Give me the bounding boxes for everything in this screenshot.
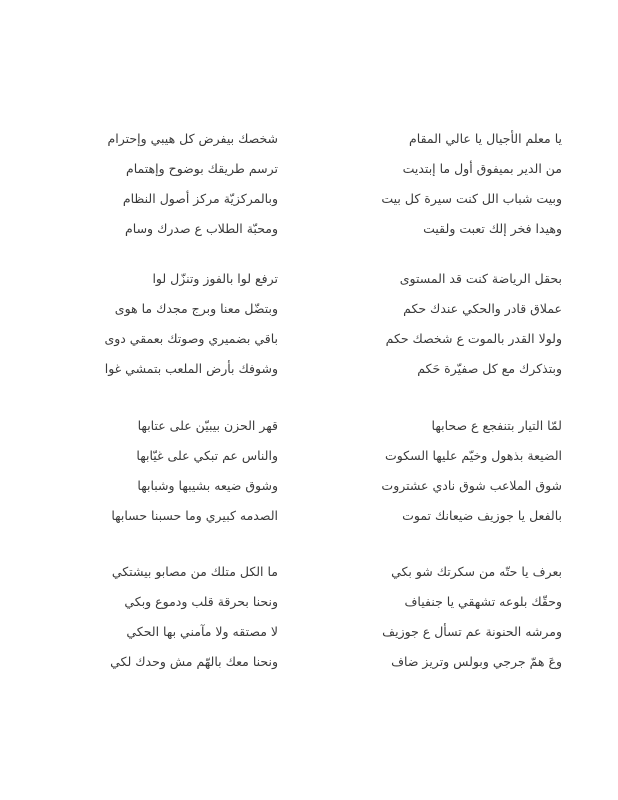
stanza-1-right-column xyxy=(322,124,562,244)
stanza-4-right-column xyxy=(322,557,562,677)
verse-line: لمّا التيار بتنفجع ع صحابها xyxy=(431,418,562,433)
verse-line: ومرشه الحنونة عم تسأل ع جوزيف xyxy=(382,624,562,639)
verse-line: ولولا القدر بالموت ع شخصك حكم xyxy=(385,331,562,346)
verse-line: شخصك بيفرض كل هيبي وإحترام xyxy=(107,131,278,146)
verse-line: والناس عم تبكي على غيّابها xyxy=(136,448,278,463)
verse-line: وعَ همّ جرجي وبولس وتريز ضاف xyxy=(391,654,562,669)
verse-line: من الدير بميفوق أول ما إبتديت xyxy=(402,161,562,176)
verse-line: بحقل الرياضة كنت قد المستوى xyxy=(399,271,562,286)
verse-line: ونحنا بحرقة قلب ودموع وبكي xyxy=(124,594,278,609)
stanza-3-left-column xyxy=(38,411,278,531)
verse-line: ترفع لوا بالفوز وتنزّل لوا xyxy=(152,271,278,286)
verse-line: بعرف يا حتّه من سكرتك شو بكي xyxy=(391,564,562,579)
verse-line: وشوق ضيعه بشيبها وشبابها xyxy=(137,478,278,493)
verse-line: وبالمركزيّة مركز أصول النظام xyxy=(122,191,278,206)
verse-line: الضيعة بذهول وخيّم عليها السكوت xyxy=(384,448,562,463)
verse-line: قهر الحزن بيبيّن على عتابها xyxy=(137,418,278,433)
stanza-2-left-column xyxy=(38,264,278,384)
stanza-3-right-column xyxy=(322,411,562,531)
verse-line: ترسم طريقك بوضوح وإهتمام xyxy=(126,161,278,176)
stanza-4-left-column xyxy=(38,557,278,677)
verse-line: باقي بضميري وصوتك بعمقي دوى xyxy=(104,331,278,346)
verse-line: ما الكل متلك من مصابو بيشتكي xyxy=(111,564,278,579)
verse-line: وهيدا فخر إلك تعبت ولقيت xyxy=(423,221,562,236)
verse-line: لا مصتقه ولا مآمني بها الحكي xyxy=(126,624,278,639)
verse-line: وشوفك بأرض الملعب بتمشي غوا xyxy=(104,361,278,376)
verse-line: يا معلم الأجيال يا عالي المقام xyxy=(409,131,562,146)
stanza-1-left-column xyxy=(38,124,278,244)
verse-line: شوق الملاعب شوق نادي عشتروت xyxy=(381,478,562,493)
verse-line: وبيت شباب الل كنت سيرة كل بيت xyxy=(381,191,562,206)
verse-line: الصدمه كبيري وما حسبنا حسابها xyxy=(111,508,278,523)
verse-line: وحقّك بلوعه تشهقي يا جنفياف xyxy=(404,594,562,609)
verse-line: ونحنا معك بالهّم مش وحدك لكي xyxy=(110,654,278,669)
verse-line: وبتذكرك مع كل صفيّرة حَكم xyxy=(417,361,562,376)
stanza-2-right-column xyxy=(322,264,562,384)
verse-line: وبتضّل معنا وبرج مجدك ما هوى xyxy=(114,301,278,316)
verse-line: عملاق قادر والحكي عندك حكم xyxy=(403,301,562,316)
verse-line: بالفعل يا جوزيف ضيعانك تموت xyxy=(402,508,562,523)
verse-line: ومحبّة الطلاب ع صدرك وسام xyxy=(125,221,278,236)
